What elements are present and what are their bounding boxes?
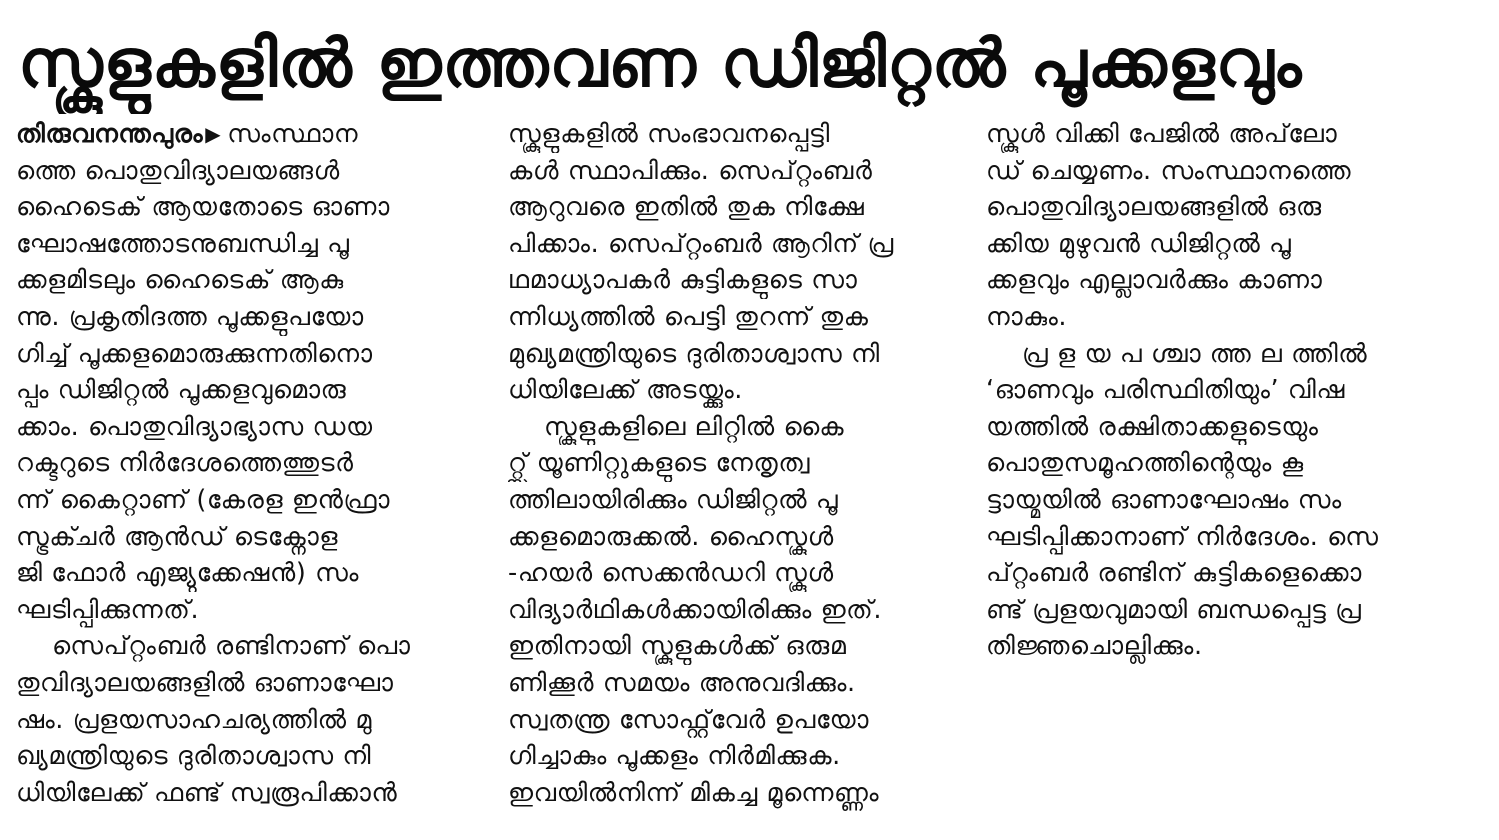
text-line: ക്കാം. പൊതുവിദ്യാഭ്യാസ ഡയ [16, 411, 373, 442]
text-line: ന്നു. പ്രകൃതിദത്ത പൂക്കളുപയോ [16, 301, 364, 332]
text-line: -ഹയർ സെക്കൻഡറി സ്കൂൾ [508, 558, 834, 589]
text-line: ണ്ട് പ്രളയവുമായി ബന്ധപ്പെട്ട പ്ര [986, 594, 1362, 625]
text-line: യത്തിൽ രക്ഷിതാക്കളുടെയും [986, 411, 1319, 442]
text-line: ഗിച്ച് പൂക്കളമൊരുക്കുന്നതിനൊ [16, 338, 373, 369]
dateline: തിരുവനന്തപുരം [16, 119, 204, 149]
text-line: ഡ് ചെയ്യണം. സംസ്ഥാനത്തെ [986, 155, 1352, 186]
text-line: ഇതിനായി സ്കൂളുകൾക്ക് ഒരുമ [508, 631, 847, 662]
text-line: ത്തെ പൊതുവിദ്യാലയങ്ങൾ [16, 155, 340, 186]
text-line: ക്കിയ മുഴുവൻ ഡിജിറ്റൽ പൂ [986, 228, 1292, 259]
text-line: ഘോഷത്തോടനുബന്ധിച്ച പൂ [16, 228, 350, 259]
text-line: പ്പം ഡിജിറ്റൽ പൂക്കളവുമൊരു [16, 375, 347, 406]
text-line: ധിയിലേക്ക് അടയ്ക്കും. [508, 375, 743, 406]
text-line: റ്റ്സ് യൂണിറ്റുകളുടെ നേതൃത്വ [508, 448, 811, 479]
text-line: ‘ഓണവും പരിസ്ഥിതിയും’ വിഷ [986, 375, 1346, 406]
play-arrow-icon: ▶ [205, 122, 222, 146]
text-line: കൾ സ്ഥാപിക്കും. സെപ്റ്റംബർ [508, 155, 873, 186]
text-line: ഇവയിൽനിന്ന് മികച്ച മൂന്നെണ്ണം [508, 777, 880, 808]
text-line: പൊതുവിദ്യാലയങ്ങളിൽ ഒരു [986, 192, 1322, 223]
text-line: ണിക്കൂർ സമയം അനുവദിക്കും. [508, 667, 856, 698]
text-line: മുഖ്യമന്ത്രിയുടെ ദുരിതാശ്വാസ നി [508, 338, 880, 369]
paragraph-start-line: സ്കൂളുകളിലെ ലിറ്റിൽ കൈ [544, 411, 845, 442]
text-line: ട്ടായ്മയിൽ ഓണാഘോഷം സം [986, 484, 1342, 515]
text-line: സ്കൂളുകളിൽ സംഭാവനപ്പെട്ടി [508, 119, 830, 149]
text-line: പൊതുസമൂഹത്തിന്റെയും കൂ [986, 448, 1304, 479]
text-line: ആറുവരെ ഇതിൽ തുക നിക്ഷേ [508, 192, 865, 223]
text-line: ഗിച്ചാകും പൂക്കളം നിർമിക്കുക. [508, 741, 841, 772]
article-column-3 [986, 116, 1431, 836]
text-line: റക്ടറുടെ നിർദേശത്തെത്തുടർ [16, 448, 354, 479]
text-line: ജി ഫോർ എജ്യുക്കേഷൻ) സം [16, 558, 360, 589]
text-line: തിജ്ഞചൊല്ലിക്കും. [986, 631, 1203, 662]
text-line: പിക്കാം. സെപ്റ്റംബർ ആറിന് പ്ര [508, 228, 894, 259]
headline: സ്കൂളുകളിൽ ഇത്തവണ ഡിജിറ്റൽ പൂക്കളവും [18, 25, 1303, 102]
text-line: ഘടിപ്പിക്കാനാണ് നിർദേശം. സെ [986, 521, 1379, 552]
text-line: ന്നിധ്യത്തിൽ പെട്ടി തുറന്ന് തുക [508, 301, 869, 332]
text-line: ക്കളവും എല്ലാവർക്കും കാണാ [986, 265, 1323, 296]
text-line: ഹൈടെക് ആയതോടെ ഓണാ [16, 192, 390, 223]
text-line: സ്കൂൾ വിക്കി പേജിൽ അപ്‌ലോ [986, 119, 1338, 149]
text-line: ഖ്യമന്ത്രിയുടെ ദുരിതാശ്വാസ നി [16, 741, 372, 772]
text-line: ക്കളമൊരുക്കൽ. ഹൈസ്കൂൾ [508, 521, 834, 552]
text-line: തുവിദ്യാലയങ്ങളിൽ ഓണാഘോ [16, 667, 394, 698]
article-column-1 [16, 116, 478, 836]
text-line: ഥമാധ്യാപകർ കുട്ടികളുടെ സാ [508, 265, 858, 296]
text-line: ധിയിലേക്ക് ഫണ്ട് സ്വരൂപിക്കാൻ [16, 777, 398, 808]
text-line [16, 116, 478, 153]
text-line: വിദ്യാർഥികൾക്കായിരിക്കും ഇത്. [508, 594, 883, 625]
text-fragment: സംസ്ഥാന [227, 119, 359, 149]
text-line: സ്വതന്ത്ര സോഫ്റ്റ്‌വേർ ഉപയോ [508, 704, 870, 735]
text-line: ന്ന് കൈറ്റാണ് (കേരള ഇൻഫ്രാ [16, 484, 391, 515]
text-line: സ്ട്രക്ചർ ആൻഡ് ടെക്നോള [16, 521, 339, 552]
text-line: ഷം. പ്രളയസാഹചര്യത്തിൽ മു [16, 704, 372, 735]
paragraph-start-line: പ്ര ള യ പ ശ്ചാ ത്ത ല ത്തിൽ [1022, 338, 1368, 369]
paragraph-start-line: സെപ്റ്റംബർ രണ്ടിനാണ് പൊ [52, 631, 411, 662]
text-line: നാകും. [986, 301, 1068, 332]
article-column-2 [508, 116, 948, 836]
text-line: ക്കളമിടലും ഹൈടെക് ആകു [16, 265, 344, 296]
text-line: ത്തിലായിരിക്കും ഡിജിറ്റൽ പൂ [508, 484, 839, 515]
text-line: ഘടിപ്പിക്കുന്നത്. [16, 594, 200, 625]
text-line: പ്റ്റംബർ രണ്ടിന് കുട്ടികളെക്കൊ [986, 558, 1362, 589]
